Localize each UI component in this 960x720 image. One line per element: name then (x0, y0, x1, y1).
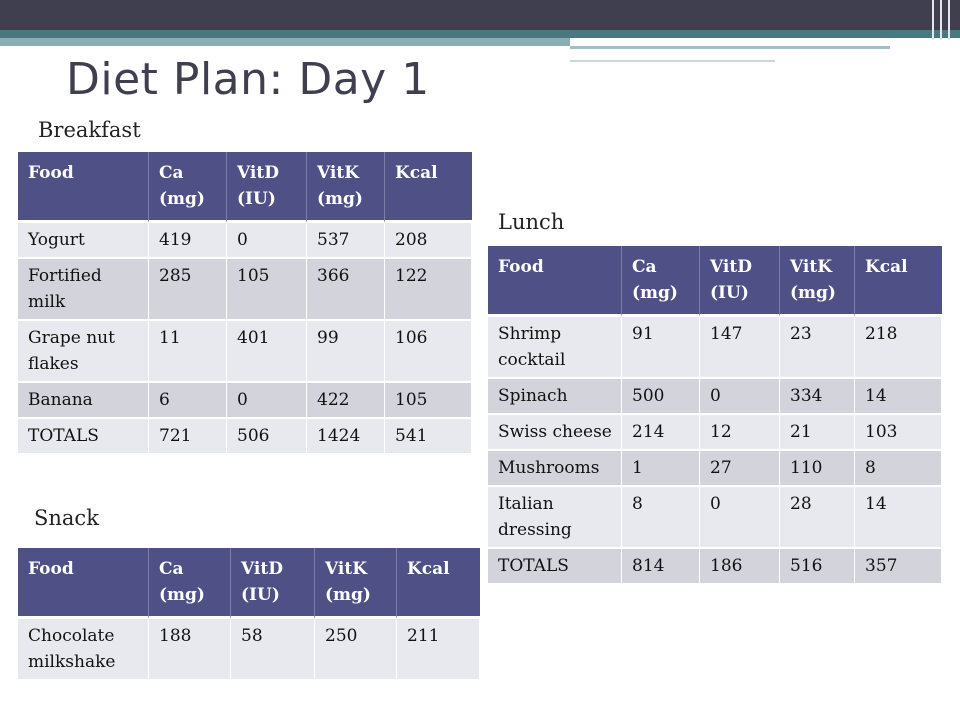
table-cell: 721 (149, 419, 227, 455)
table-cell: 366 (307, 259, 385, 321)
column-header: Kcal (397, 548, 480, 619)
table-cell: 541 (385, 419, 472, 455)
lunch-label: Lunch (498, 210, 565, 234)
table-row (18, 619, 480, 681)
column-header: Ca (mg) (149, 548, 231, 619)
snack-label: Snack (34, 506, 99, 530)
table-cell: 12 (700, 415, 780, 451)
table-row (488, 549, 942, 585)
table-cell: 1424 (307, 419, 385, 455)
table-cell: 14 (855, 379, 942, 415)
table-cell: Spinach (488, 379, 622, 415)
table-cell: 814 (622, 549, 700, 585)
table-cell: 23 (780, 317, 855, 379)
table-row (488, 451, 942, 487)
column-header: Ca (mg) (149, 152, 227, 223)
column-header: VitK (mg) (315, 548, 397, 619)
table-cell: 285 (149, 259, 227, 321)
table-cell: 8 (622, 487, 700, 549)
table-cell: 6 (149, 383, 227, 419)
table-cell: 1 (622, 451, 700, 487)
column-header: VitD (IU) (227, 152, 307, 223)
column-header: VitK (mg) (780, 246, 855, 317)
table-cell: 91 (622, 317, 700, 379)
table-cell: 208 (385, 223, 472, 259)
table-cell: 419 (149, 223, 227, 259)
table-cell: 218 (855, 317, 942, 379)
table-cell: 506 (227, 419, 307, 455)
table-cell: 250 (315, 619, 397, 681)
column-header: Food (488, 246, 622, 317)
table-cell: Chocolate milkshake (18, 619, 149, 681)
header-decor-line (932, 0, 934, 40)
column-header: Food (18, 548, 149, 619)
table-cell: 103 (855, 415, 942, 451)
table-cell: 357 (855, 549, 942, 585)
table-row (18, 259, 472, 321)
lunch-body (488, 317, 942, 585)
table-row (488, 487, 942, 549)
table-cell: 516 (780, 549, 855, 585)
column-header: VitD (IU) (231, 548, 315, 619)
table-cell: Grape nut flakes (18, 321, 149, 383)
column-header: Ca (mg) (622, 246, 700, 317)
column-header: VitK (mg) (307, 152, 385, 223)
table-cell: 0 (700, 379, 780, 415)
table-row (18, 223, 472, 259)
table-row (488, 379, 942, 415)
table-cell: 147 (700, 317, 780, 379)
header-decor-line (940, 0, 942, 40)
table-cell: 188 (149, 619, 231, 681)
table-cell: 105 (385, 383, 472, 419)
table-cell: 106 (385, 321, 472, 383)
table-cell: Mushrooms (488, 451, 622, 487)
table-cell: 214 (622, 415, 700, 451)
header-band-teal (0, 30, 960, 38)
table-cell: 211 (397, 619, 480, 681)
table-cell: 0 (227, 383, 307, 419)
table-cell: Shrimp cocktail (488, 317, 622, 379)
table-cell: 58 (231, 619, 315, 681)
breakfast-header-row (18, 152, 472, 223)
table-cell: 334 (780, 379, 855, 415)
table-row (488, 317, 942, 379)
table-cell: 27 (700, 451, 780, 487)
column-header: Kcal (385, 152, 472, 223)
breakfast-table (18, 152, 472, 455)
header-decor-line (948, 0, 950, 40)
table-cell: 28 (780, 487, 855, 549)
table-cell: 500 (622, 379, 700, 415)
table-cell: 105 (227, 259, 307, 321)
column-header: Kcal (855, 246, 942, 317)
table-cell: 537 (307, 223, 385, 259)
table-row (488, 415, 942, 451)
snack-table (18, 548, 480, 681)
header-band-dark (0, 0, 960, 30)
table-cell: TOTALS (488, 549, 622, 585)
table-cell: 11 (149, 321, 227, 383)
lunch-header-row (488, 246, 942, 317)
table-cell: Banana (18, 383, 149, 419)
table-row (18, 321, 472, 383)
lunch-table (488, 246, 942, 585)
table-cell: TOTALS (18, 419, 149, 455)
table-cell: 422 (307, 383, 385, 419)
snack-header-row (18, 548, 480, 619)
table-cell: 99 (307, 321, 385, 383)
table-cell: Italian dressing (488, 487, 622, 549)
table-cell: 8 (855, 451, 942, 487)
breakfast-label: Breakfast (38, 118, 141, 142)
table-cell: Swiss cheese (488, 415, 622, 451)
breakfast-body (18, 223, 472, 455)
table-cell: Fortified milk (18, 259, 149, 321)
table-cell: 122 (385, 259, 472, 321)
header-accent-line-thin (570, 60, 775, 62)
snack-body (18, 619, 480, 681)
header-band-teal-light (0, 38, 570, 46)
table-cell: 0 (227, 223, 307, 259)
table-cell: 186 (700, 549, 780, 585)
table-cell: 14 (855, 487, 942, 549)
table-cell: 21 (780, 415, 855, 451)
column-header: VitD (IU) (700, 246, 780, 317)
table-cell: 401 (227, 321, 307, 383)
table-row (18, 419, 472, 455)
table-cell: 0 (700, 487, 780, 549)
page-title: Diet Plan: Day 1 (66, 54, 430, 105)
table-row (18, 383, 472, 419)
table-cell: 110 (780, 451, 855, 487)
column-header: Food (18, 152, 149, 223)
header-accent-line (570, 46, 890, 49)
table-cell: Yogurt (18, 223, 149, 259)
